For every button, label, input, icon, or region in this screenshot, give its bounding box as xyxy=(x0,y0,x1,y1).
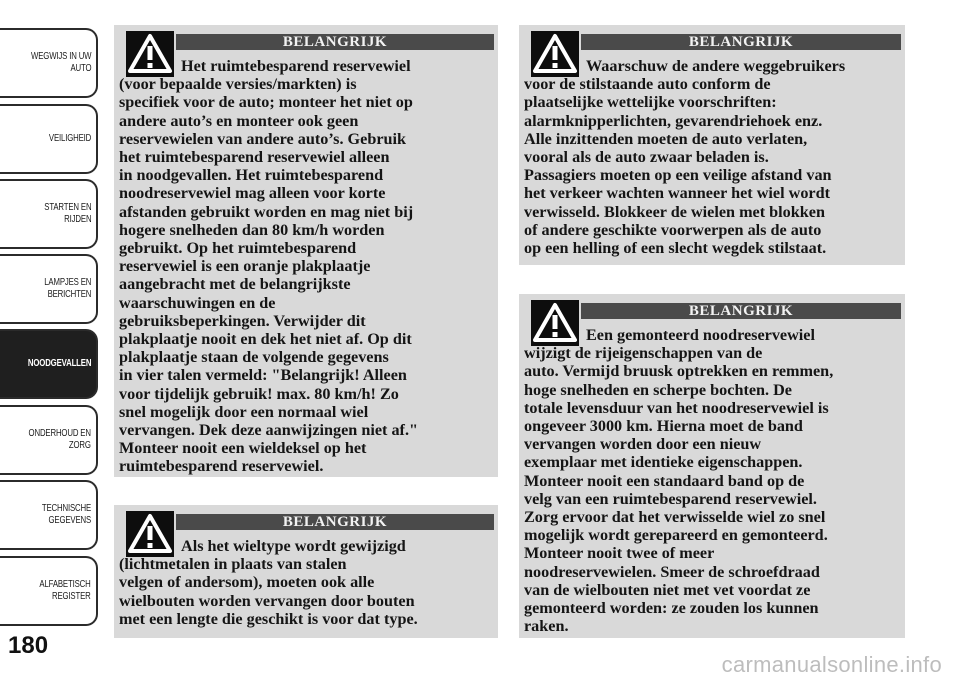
tab-noodgevallen[interactable] xyxy=(0,329,98,399)
box-title: BELANGRIJK xyxy=(176,514,494,530)
box-text: Waarschuw de andere weggebruikers voor de stilstaande auto conform de plaatselijke wettelijke voorschriften: alarmknipperlichten, gevarendriehoek enz. Alle inzittenden moeten de auto verlaten, vooral als de auto zwaar beladen is. Passagiers moeten op een veilige afstand van het verkeer wachten wanneer het wiel wordt verwisseld. Blokkeer de wielen met blokken of andere geschikte voorwerpen als de auto op een helling of een slecht wegdek stilstaat. xyxy=(524,57,846,258)
tab-label: NOODGEVALLEN xyxy=(27,358,91,369)
warning-box-emergency-wheel xyxy=(519,294,905,638)
tab-veiligheid[interactable] xyxy=(0,104,98,174)
tab-alfabetisch-register[interactable] xyxy=(0,556,98,626)
tab-label: LAMPJES EN BERICHTEN xyxy=(44,277,91,300)
tab-technische-gegevens[interactable] xyxy=(0,480,98,550)
tab-starten-en-rijden[interactable] xyxy=(0,179,98,249)
box-title: BELANGRIJK xyxy=(581,303,901,319)
warning-box-traffic xyxy=(519,25,905,265)
tab-label: VEILIGHEID xyxy=(48,133,91,144)
box-title: BELANGRIJK xyxy=(176,34,494,50)
box-title: BELANGRIJK xyxy=(581,34,901,50)
tab-lampjes-en-berichten[interactable] xyxy=(0,254,98,324)
watermark: carmanualsonline.info xyxy=(721,652,942,677)
tab-wegwijs-in-uw-auto[interactable] xyxy=(0,28,98,98)
box-text: Als het wieltype wordt gewijzigd (lichtmetalen in plaats van stalen velgen of andersom), moeten ook alle wielbouten worden vervangen door bouten met een lengte die geschikt is voor dat type. xyxy=(119,537,418,628)
tab-label: STARTEN EN RIJDEN xyxy=(43,202,91,225)
tab-label: ONDERHOUD EN ZORG xyxy=(28,428,91,451)
warning-box-spare-wheel xyxy=(114,25,498,477)
page-number: 180 xyxy=(8,632,49,659)
box-text: Een gemonteerd noodreservewiel wijzigt de rijeigenschappen van de auto. Vermijd bruusk optrekken en remmen, hoge snelheden en scherpe bochten. De totale levensduur van het noodreservewiel is ongeveer 3000 km. Hierna moet de band vervangen worden door een nieuw exemplaar met identieke eigenschappen. Monteer nooit een standaard band op de velg van een ruimtebesparend reservewiel. Zorg ervoor dat het verwisselde wiel zo snel mogelijk wordt gerepareerd en gemonteerd. Monteer nooit twee of meer noodreservewielen. Smeer de schroefdraad van de wielbouten niet met vet voordat ze gemonteerd worden: ze zouden los kunnen raken. xyxy=(524,326,834,636)
tab-onderhoud-en-zorg[interactable] xyxy=(0,405,98,475)
box-text: Het ruimtebesparend reservewiel (voor bepaalde versies/markten) is specifiek voor de auto; monteer het niet op andere auto’s en monteer ook geen reservewielen van andere auto’s. Gebruik het ruimtebesparend reservewiel alleen in noodgevallen. Het ruimtebesparend noodreservewiel mag alleen voor korte afstanden gebruikt worden en mag niet bij hogere snelheden dan 80 km/h worden gebruikt. Op het ruimtebesparend reservewiel is een oranje plakplaatje aangebracht met de belangrijkste waarschuwingen en de gebruiksbeperkingen. Verwijder dit plakplaatje nooit en dek het niet af. Op dit plakplaatje staan de volgende gegevens in vier talen vermeld: "Belangrijk! Alleen voor tijdelijk gebruik! max. 80 km/h! Zo snel mogelijk door een normaal wiel vervangen. Dek deze aanwijzingen niet af." Monteer nooit een wieldeksel op het ruimtebesparend reservewiel. xyxy=(119,57,418,476)
tab-label: WEGWIJS IN UW AUTO xyxy=(30,51,91,74)
tab-label: TECHNISCHE GEGEVENS xyxy=(41,503,91,526)
warning-box-wheel-type xyxy=(114,505,498,638)
tab-label: ALFABETISCH REGISTER xyxy=(39,579,91,602)
